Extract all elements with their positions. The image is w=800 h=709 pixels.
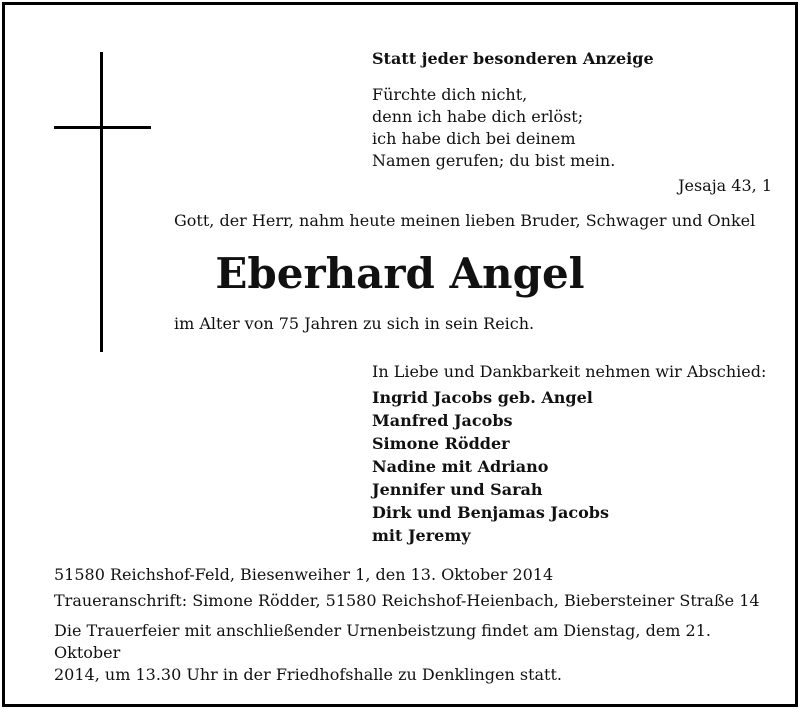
verse-line: Fürchte dich nicht, (372, 85, 528, 104)
service-info (54, 620, 754, 686)
notice-heading: Statt jeder besonderen Anzeige (372, 49, 654, 68)
mourner-name: Simone Rödder (372, 434, 510, 453)
mourner-name: Nadine mit Adriano (372, 457, 549, 476)
mourner-name: Dirk und Benjamas Jacobs (372, 503, 609, 522)
mourner-name: Manfred Jacobs (372, 411, 513, 430)
deceased-name: Eberhard Angel (215, 249, 585, 298)
mourner-name: Jennifer und Sarah (372, 480, 543, 499)
verse-reference: Jesaja 43, 1 (678, 176, 772, 195)
cross-icon-vertical (100, 52, 103, 352)
verse-line: denn ich habe dich erlöst; (372, 107, 584, 126)
cross-icon-horizontal (54, 126, 151, 129)
service-line: 2014, um 13.30 Uhr in der Friedhofshalle zu Denklingen statt. (54, 665, 562, 684)
service-line: Die Trauerfeier mit anschließender Urnenbeistzung findet am Dienstag, dem 21. Oktober (54, 621, 711, 662)
place-date: 51580 Reichshof-Feld, Biesenweiher 1, den 13. Oktober 2014 (54, 565, 554, 584)
intro-text: Gott, der Herr, nahm heute meinen lieben Bruder, Schwager und Onkel (174, 211, 756, 230)
verse-line: Namen gerufen; du bist mein. (372, 151, 616, 170)
mourner-name: Ingrid Jacobs geb. Angel (372, 388, 593, 407)
farewell-text: In Liebe und Dankbarkeit nehmen wir Abschied: (372, 362, 767, 381)
bible-verse (372, 84, 615, 172)
mourning-address: Traueranschrift: Simone Rödder, 51580 Reichshof-Heienbach, Biebersteiner Straße 14 (54, 591, 760, 610)
mourner-name: mit Jeremy (372, 526, 471, 545)
verse-line: ich habe dich bei deinem (372, 129, 576, 148)
age-line: im Alter von 75 Jahren zu sich in sein Reich. (174, 314, 535, 333)
mourners-list (372, 386, 609, 547)
